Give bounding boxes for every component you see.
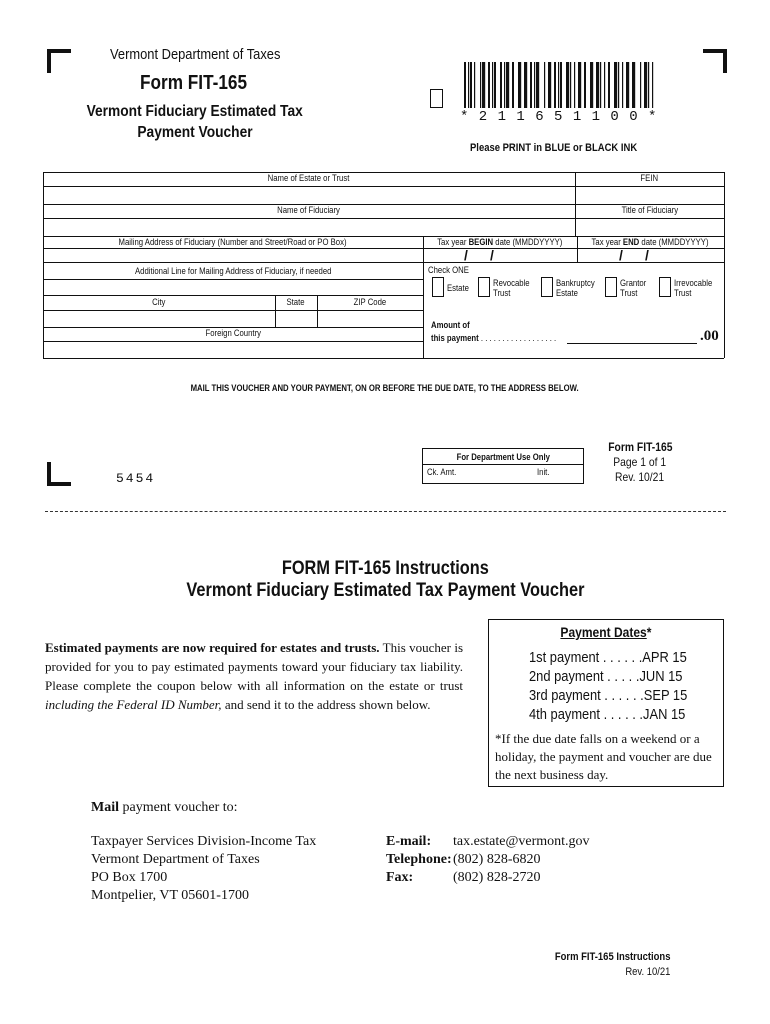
foreign-country-label: Foreign Country: [205, 328, 261, 338]
city-field[interactable]: [44, 311, 274, 326]
mail-notice: MAIL THIS VOUCHER AND YOUR PAYMENT, ON OR BEFORE THE DUE DATE, TO THE ADDRESS BELOW.: [190, 383, 580, 393]
corner-mark-top-right: [703, 49, 727, 73]
payment-row: 4th payment . . . . . .JAN 15: [529, 706, 686, 723]
irrevocable-trust-checkbox[interactable]: [659, 277, 671, 297]
name-fiduciary-field[interactable]: [44, 219, 574, 235]
payment-schedule: [529, 648, 713, 724]
ck-amt-label: Ck. Amt.: [427, 467, 457, 477]
print-note: Please PRINT in BLUE or BLACK INK: [470, 142, 638, 154]
contact-email: E-mail: tax.estate@vermont.gov: [386, 834, 590, 849]
foreign-country-field[interactable]: [44, 342, 422, 357]
contact-telephone: Telephone:(802) 828-6820: [386, 852, 541, 867]
irrevocable-trust-label: Irrevocable Trust: [674, 278, 713, 298]
amount-cents: .00: [700, 328, 719, 344]
estate-checkbox[interactable]: [432, 277, 444, 297]
bankruptcy-estate-checkbox[interactable]: [541, 277, 553, 297]
title-fiduciary-field[interactable]: [576, 219, 723, 235]
revocable-trust-checkbox[interactable]: [478, 277, 490, 297]
payment-row: 2nd payment . . . . .JUN 15: [529, 668, 683, 685]
revocable-trust-label: Revocable Trust: [493, 278, 530, 298]
barcode: [462, 62, 662, 108]
instructions-footer: Form FIT-165 Instructions Rev. 10/21: [554, 951, 670, 978]
mailing-address-label: Mailing Address of Fiduciary (Number and Street/Road or PO Box): [118, 237, 348, 247]
department-use-title: For Department Use Only: [456, 452, 550, 462]
cut-line: [45, 511, 726, 512]
name-estate-label: Name of Estate or Trust: [268, 173, 350, 183]
bankruptcy-estate-label: Bankruptcy Estate: [556, 278, 595, 298]
estate-checkbox-label: Estate: [447, 283, 469, 293]
grantor-trust-checkbox[interactable]: [605, 277, 617, 297]
zip-label: ZIP Code: [353, 297, 387, 307]
tax-year-begin-label: Tax year BEGIN date (MMDDYYYY): [437, 237, 563, 247]
mailing-address: Taxpayer Services Division-Income Tax Vermont Department of Taxes PO Box 1700 Montpelier, VT 05601-1700: [91, 834, 317, 903]
barcode-text: * 2 1 1 6 5 1 1 0 0 *: [460, 109, 658, 125]
fein-label: FEIN: [640, 173, 659, 183]
additional-line-label: Additional Line for Mailing Address of Fiduciary, if needed: [134, 266, 332, 276]
title-fiduciary-label: Title of Fiduciary: [621, 205, 678, 215]
tax-year-end-label: Tax year END date (MMDDYYYY): [591, 237, 710, 247]
amount-label: Amount of this payment . . . . . . . . . . . . . . . . . .: [431, 320, 557, 343]
init-label: Init.: [537, 467, 550, 477]
contact-fax: Fax: (802) 828-2720: [386, 870, 541, 885]
mail-to-label: Mail payment voucher to:: [91, 800, 238, 815]
corner-mark-top-left: [47, 49, 71, 73]
city-label: City: [152, 297, 166, 307]
department-name: Vermont Department of Taxes: [110, 46, 281, 63]
name-fiduciary-label: Name of Fiduciary: [277, 205, 341, 215]
weekend-note: *If the due date falls on a weekend or a holiday, the payment and voucher are due the next business day.: [495, 731, 712, 782]
payment-row: 3rd payment . . . . . .SEP 15: [529, 687, 688, 704]
contact-info: [386, 833, 590, 887]
state-field[interactable]: [276, 311, 316, 326]
form-subtitle: Vermont Fiduciary Estimated Tax Payment Voucher: [86, 103, 304, 141]
instructions-title: FORM FIT-165 Instructions Vermont Fiduciary Estimated Tax Payment Voucher: [185, 558, 585, 601]
instructions-paragraph: Estimated payments are now required for estates and trusts. This voucher is provided for you to pay estimated payments toward your fiduciary tax liability. Please complete the coupon below with all information on the estate or trust including the Federal ID Number, and send it to the address shown below.: [45, 640, 463, 712]
additional-address-field[interactable]: [44, 280, 422, 294]
scan-box: [430, 89, 443, 108]
payment-dates-title: Payment Dates*: [560, 624, 652, 640]
voucher-form-info: Form FIT-165 Page 1 of 1 Rev. 10/21: [607, 440, 673, 484]
mailing-address-field[interactable]: [44, 249, 422, 261]
check-one-label: Check ONE: [428, 265, 469, 275]
department-use-box: [422, 448, 584, 484]
corner-mark-bottom-left: [47, 462, 71, 486]
name-estate-field[interactable]: [44, 187, 574, 203]
tax-begin-date-field[interactable]: / /: [464, 247, 494, 263]
fein-field[interactable]: [576, 187, 723, 203]
payment-row: 1st payment . . . . . .APR 15: [529, 649, 687, 666]
payment-dates-box: [488, 619, 724, 787]
state-label: State: [286, 297, 306, 307]
voucher-code: 5454: [116, 471, 156, 486]
form-title: Form FIT-165: [140, 72, 248, 94]
amount-field[interactable]: [567, 331, 697, 344]
zip-field[interactable]: [318, 311, 422, 326]
grantor-trust-label: Grantor Trust: [620, 278, 647, 298]
tax-end-date-field[interactable]: / /: [619, 247, 649, 263]
